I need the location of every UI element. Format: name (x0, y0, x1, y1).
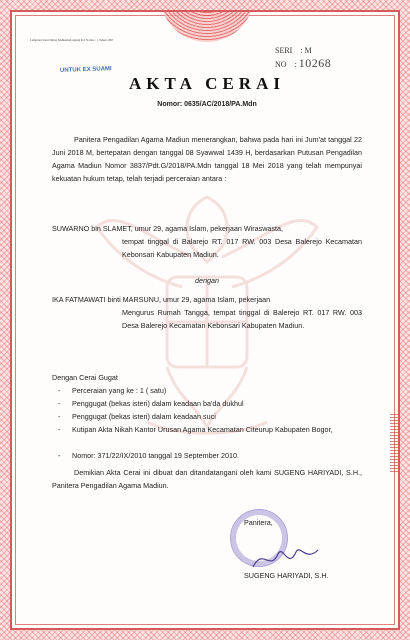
cerai-heading: Dengan Cerai Gugat (52, 373, 118, 382)
document-number: Nomor: 0635/AC/2018/PA.Mdn (157, 101, 257, 108)
party-1-details: umur 29, agama Islam, pekerjaan Wiraswasta, (132, 224, 284, 233)
party-1-address: tempat tinggal di Balarejo RT. 017 RW. 003 Desa Balerejo Kecamatan Kebonsari Kabupaten Madiun. (122, 237, 362, 259)
closing-paragraph: Demikian Akta Cerai ini dibuat dan ditandatangani oleh kami SUGENG HARIYADI, S.H., Panitera Pengadilan Agama Madiun. (52, 468, 362, 490)
intro-paragraph: Panitera Pengadilan Agama Madiun menerangkan, bahwa pada hari ini Jum'at tanggal 22 Juni 2018 M, bertepatan dengan tanggal 08 Syawwal 1439 H, berdasarkan Putusan Pengadilan Agama Madiun Nomor 3837/Pdt.G/2018/PA.Mdn tanggal 18 Mei 2018 yang telah mempunyai kekuatan hukum tetap, telah terjadi perceraian antara : (52, 135, 362, 183)
document-title: AKTA CERAI (129, 74, 285, 93)
dengan-text: dengan (195, 276, 219, 285)
guilloche-rosette (160, 10, 254, 42)
panitera-label: Panitera, (244, 518, 273, 527)
copy-stamp: UNTUK EX SUAMI (59, 66, 112, 74)
serial-number: 10268 (298, 56, 332, 70)
party-1-first-line (52, 222, 362, 235)
serial-block: SERI : M NO : 10268 (275, 46, 332, 70)
seri-label: SERI (275, 46, 293, 55)
header-note: Lampiran Surat Dirjen Mahkamah Agung R.I. Nomor : 1 Tahun 1997 (30, 38, 114, 42)
signatory-name: SUGENG HARIYADI, S.H. (244, 571, 329, 580)
seri-value: : M (300, 46, 312, 55)
party-2-first-line (52, 293, 362, 306)
party-2-address: Mengurus Rumah Tangga, tempat tinggal di Balerejo RT. 017 RW. 003 Desa Balerejo Kecamatan Kebonsari Kabupaten Madiun. (122, 308, 362, 330)
certificate-frame: Lampiran Surat Dirjen Mahkamah Agung R.I. Nomor : 1 Tahun 1997 SERI : M NO : 10268 UNTUK EX SUAMI AKTA CERAI Nomor: 0635/AC/2018/PA.Mdn Panitera Pengadilan Agama Madiun menerangkan, bahwa pada hari ini Jum'at tanggal 22 Juni 2018 M, bertepatan dengan tanggal 08 Syawwal 1439 H, berdasarkan Putusan Pengadilan Agama Madiun Nomor 3837/Pdt.G/2018/PA.Mdn tanggal 18 Mei 2018 yang telah mempunyai kekuatan hukum tetap, telah terjadi perceraian antara : SUWARNO bin SLAMET, umur 29, agama Islam, pekerjaan Wiraswasta, tempat tinggal di Balarejo RT. 017 RW. 003 Desa Balerejo Kecamatan Kebonsari Kabupaten Madiun. dengan IKA FATMAWATI binti MARSUNU, umur 29, agama Islam, pekerjaan Mengurus Rumah Tangga, tempat tinggal di Balerejo RT. 017 RW. 003 Desa Balerejo Kecamatan Kebonsari Kabupaten Madiun. Dengan Cerai Gugat - Perceraian yang ke : 1 ( satu) - Penggugat (bekas isteri) dalam keadaan ba'da dukhul - Penggugat (bekas isteri) dalam keadaan suci - Kutipan Akta Nikah Kantor Urusan Agama Kecamatan Citeurup Kabupaten Bogor, - Nomor: 371/22/IX/2010 tanggal 19 September 2010. Demikian Akta Cerai ini dibuat dan ditandatangani oleh kami SUGENG HARIYADI, S.H., Panitera Pengadilan Agama Madiun. Panitera, SUGENG HARIYADI, S.H. (10, 10, 400, 630)
no-label: NO (275, 60, 287, 69)
security-strip (390, 412, 398, 472)
party-2-name: IKA FATMAWATI binti MARSUNU, (52, 295, 162, 304)
party-1-name: SUWARNO bin SLAMET, (52, 224, 133, 233)
party-2-details: umur 29, agama Islam, pekerjaan (161, 295, 271, 304)
